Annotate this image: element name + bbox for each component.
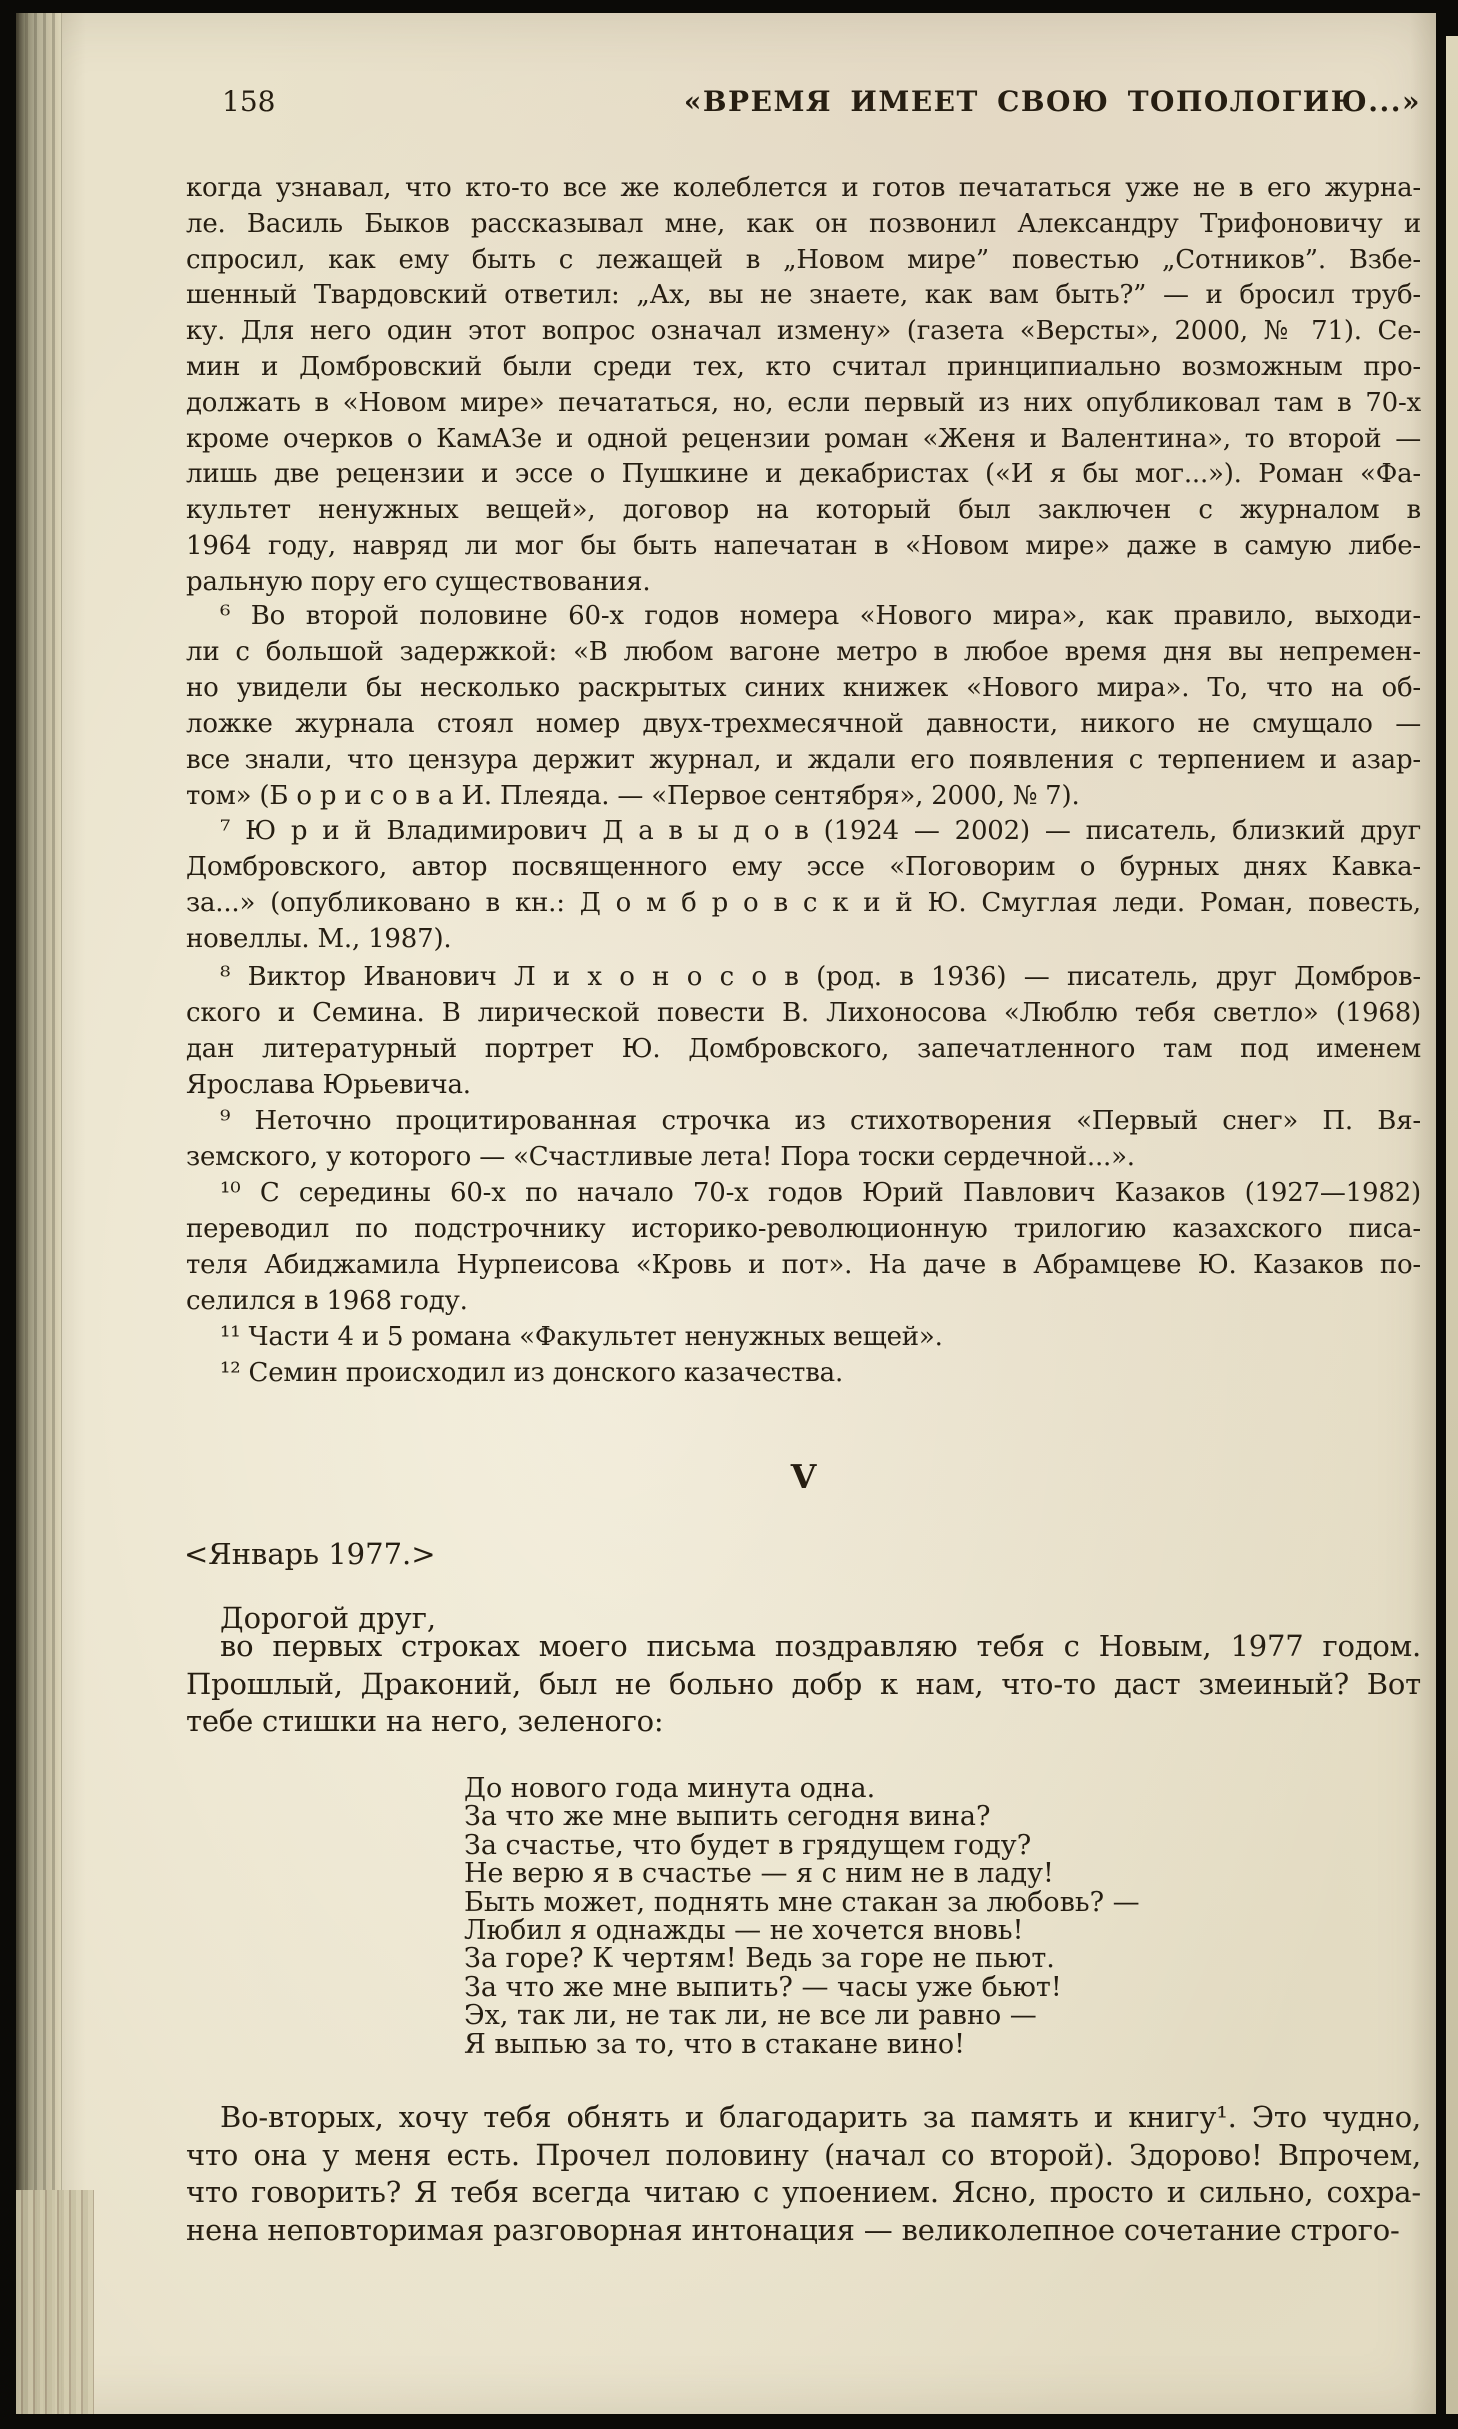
commentary-line: когда узнавал, что кто-то все же колеблется и готов печататься уже не в его журна- [186,173,1421,203]
letter-date: <Январь 1977.> [184,1537,436,1571]
footnote-line: ложке журнала стоял номер двух-трехмесячной давности, никого не смущало — [186,709,1421,739]
footnote-line: ⁶ Во второй половине 60-х годов номера «Нового мира», как правило, выходи- [220,601,1421,631]
letter-line: что она у меня есть. Прочел половину (начал со второй). Здорово! Впрочем, [186,2137,1421,2172]
poem-block [464,1775,1140,2059]
footnote-line: теля Абиджамила Нурпеисова «Кровь и пот». На даче в Абрамцеве Ю. Казаков по- [186,1250,1421,1280]
commentary-line: ральную пору его существования. [186,566,651,597]
footnote-line: земского, у которого — «Счастливые лета! Пора тоски сердечной...». [186,1142,1135,1172]
poem-line: Не верю я в счастье — я с ним не в ладу! [464,1858,1054,1890]
footnote-10 [186,1175,1421,1319]
footnote-line: за...» (опубликовано в кн.: Д о м б р о в с к и й Ю. Смуглая леди. Роман, повесть, [186,888,1421,918]
footnote-line: ¹¹ Части 4 и 5 романа «Факультет ненужных вещей». [220,1322,943,1352]
poem-line: За что же мне выпить сегодня вина? [464,1801,991,1833]
running-title: «ВРЕМЯ ИМЕЕТ СВОЮ ТОПОЛОГИЮ...» [683,85,1421,118]
poem-line: Эх, так ли, не так ли, не все ли равно — [464,2000,1037,2032]
commentary-line: шенный Твардовский ответил: „Ах, вы не знаете, как вам быть?” — и бросил труб- [186,280,1421,311]
footnote-line: дан литературный портрет Ю. Домбровского, запечатленного там под именем [186,1034,1421,1064]
page-stack-edge [16,2190,94,2414]
footnote-12 [186,1355,1421,1391]
letter-line: тебе стишки на него, зеленого: [186,1704,664,1738]
footnote-line: ⁷ Ю р и й Владимирович Д а в ы д о в (1924 — 2002) — писатель, близкий друг [220,816,1421,846]
commentary-paragraph [186,171,1421,601]
footnote-line: но увидели бы несколько раскрытых синих книжек «Нового мира». То, что на об- [186,673,1421,703]
footnote-line: Домбровского, автор посвященного ему эссе «Поговорим о бурных днях Кавка- [186,852,1421,882]
letter-line: Прошлый, Драконий, был не больно добр к нам, что-то даст змеиный? Вот [186,1666,1421,1701]
commentary-line: должать в «Новом мире» печататься, но, если первый из них опубликовал там в 70-х [186,387,1421,418]
footnote-6 [186,598,1421,814]
footnote-line: селился в 1968 году. [186,1286,468,1316]
commentary-line: ку. Для него один этот вопрос означал измену» (газета «Версты», 2000, № 71). Се- [186,316,1421,347]
poem-line: За горе? К чертям! Ведь за горе не пьют. [464,1943,1055,1975]
footnote-11 [186,1319,1421,1355]
poem-line: Любил я однажды — не хочется вновь! [464,1915,1024,1947]
book-page [16,13,1436,2414]
letter-line: Во-вторых, хочу тебя обнять и благодарить за память и книгу¹. Это чудно, [220,2100,1421,2134]
commentary-line: спросил, как ему быть с лежащей в „Новом мире” повестью „Сотников”. Взбе- [186,244,1421,275]
poem-line: Быть может, поднять мне стакан за любовь? — [464,1886,1140,1918]
commentary-line: лишь две рецензии и эссе о Пушкине и декабристах («И я бы мог...»). Роман «Фа- [186,459,1421,490]
footnote-line: ⁸ Виктор Иванович Л и х о н о с о в (род. в 1936) — писатель, друг Домбров- [220,962,1421,992]
footnote-line: ¹² Семин происходил из донского казачества. [220,1358,844,1388]
next-page-edge [1446,36,1458,2414]
commentary-line: культет ненужных вещей», договор на который был заключен с журналом в [186,495,1421,526]
footnote-9 [186,1103,1421,1175]
commentary-line: ле. Василь Быков рассказывал мне, как он позвонил Александру Трифоновичу и [186,208,1421,239]
footnote-line: ского и Семина. В лирической повести В. Лихоносова «Люблю тебя светло» (1968) [186,998,1421,1028]
letter-line: нена неповторимая разговорная интонация — великолепное сочетание строго- [186,2212,1400,2247]
footnote-line: ⁹ Неточно процитированная строчка из стихотворения «Первый снег» П. Вя- [220,1106,1421,1136]
book-spine-shadow [16,13,62,2414]
poem-line: До нового года минута одна. [464,1773,876,1804]
footnote-line: все знали, что цензура держит журнал, и ждали его появления с терпением и азар- [186,745,1421,775]
footnote-line: том» (Б о р и с о в а И. Плеяда. — «Первое сентября», 2000, № 7). [186,781,1080,811]
footnote-line: ли с большой задержкой: «В любом вагоне метро в любое время дня вы непремен- [186,637,1421,667]
poem-line: За счастье, что будет в грядущем году? [464,1829,1032,1861]
page-number: 158 [222,85,276,118]
footnote-8 [186,959,1421,1103]
footnote-line: Ярослава Юрьевича. [186,1070,471,1100]
poem-line: Я выпью за то, что в стакане вино! [464,2028,966,2060]
footnote-line: новеллы. М., 1987). [186,924,452,954]
poem-line: За что же мне выпить? — часы уже бьют! [464,1971,1062,2003]
footnote-line: переводил по подстрочнику историко-революционную трилогию казахского писа- [186,1214,1421,1244]
section-heading: V [790,1457,817,1496]
footnote-7 [186,813,1421,957]
commentary-line: мин и Домбровский были среди тех, кто считал принципиально возможным про- [186,351,1421,382]
letter-opening-paragraph [186,1628,1421,1741]
page-header [186,85,1421,118]
commentary-line: кроме очерков о КамАЗе и одной рецензии роман «Женя и Валентина», то второй — [186,423,1421,454]
letter-line: во первых строках моего письма поздравляю тебя с Новым, 1977 годом. [220,1629,1421,1663]
letter-salutation: Дорогой друг, [220,1601,437,1635]
commentary-line: 1964 году, навряд ли мог бы быть напечатан в «Новом мире» даже в самую либе- [186,530,1421,561]
letter-closing-paragraph [186,2099,1421,2249]
letter-line: что говорить? Я тебя всегда читаю с упоением. Ясно, просто и сильно, сохра- [186,2175,1421,2209]
footnote-line: ¹⁰ С середины 60-х по начало 70-х годов Юрий Павлович Казаков (1927—1982) [220,1178,1421,1208]
